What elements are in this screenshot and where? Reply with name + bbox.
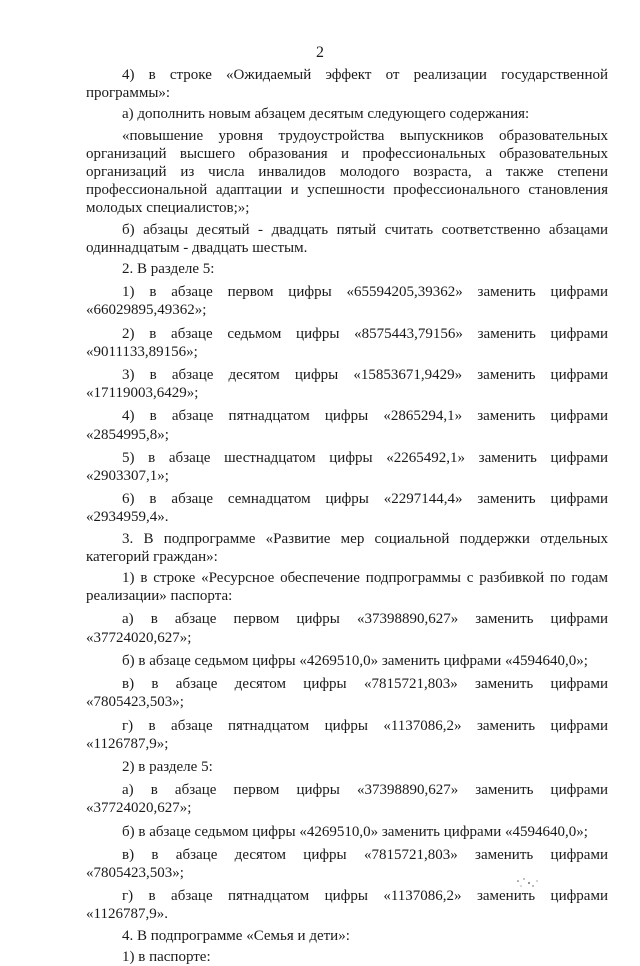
paragraph: 3) в абзаце десятом цифры «15853671,9429» заменить цифрами «17119003,6429»; [86, 367, 608, 402]
paragraph: а) в абзаце первом цифры «37398890,627» заменить цифрами «37724020,627»; [86, 782, 608, 817]
page-number: 2 [316, 44, 324, 61]
paragraph: 4. В подпрограмме «Семья и дети»: [122, 927, 350, 944]
paragraph: 4) в строке «Ожидаемый эффект от реализации государственной программы»: [86, 67, 608, 102]
paragraph: г) в абзаце пятнадцатом цифры «1137086,2» заменить цифрами «1126787,9». [86, 888, 608, 923]
paragraph: 2) в разделе 5: [122, 758, 213, 775]
document-body [86, 66, 608, 966]
paragraph: 6) в абзаце семнадцатом цифры «2297144,4» заменить цифрами «2934959,4». [86, 491, 608, 526]
paragraph: 2. В разделе 5: [122, 261, 215, 278]
paragraph: б) абзацы десятый - двадцать пятый считать соответственно абзацами одиннадцатым - двадцать шестым. [86, 221, 608, 256]
paragraph: 5) в абзаце шестнадцатом цифры «2265492,1» заменить цифрами «2903307,1»; [86, 449, 608, 485]
paragraph: 3. В подпрограмме «Развитие мер социальной поддержки отдельных категорий граждан»: [86, 530, 608, 565]
scan-speckle-mark [512, 876, 542, 890]
paragraph: 1) в абзаце первом цифры «65594205,39362» заменить цифрами «66029895,49362»; [86, 284, 608, 319]
paragraph: б) в абзаце седьмом цифры «4269510,0» заменить цифрами «4594640,0»; [122, 823, 588, 840]
paragraph: 1) в паспорте: [122, 948, 211, 965]
paragraph: г) в абзаце пятнадцатом цифры «1137086,2» заменить цифрами «1126787,9»; [86, 717, 608, 752]
paragraph: в) в абзаце десятом цифры «7815721,803» заменить цифрами «7805423,503»; [86, 846, 608, 881]
paragraph: 2) в абзаце седьмом цифры «8575443,79156» заменить цифрами «9011133,89156»; [86, 325, 608, 360]
paragraph: в) в абзаце десятом цифры «7815721,803» заменить цифрами «7805423,503»; [86, 676, 608, 711]
paragraph: 1) в строке «Ресурсное обеспечение подпрограммы с разбивкой по годам реализации» паспорта: [86, 570, 608, 605]
paragraph: б) в абзаце седьмом цифры «4269510,0» заменить цифрами «4594640,0»; [122, 652, 588, 669]
paragraph: а) дополнить новым абзацем десятым следующего содержания: [122, 106, 530, 123]
paragraph: «повышение уровня трудоустройства выпускников образовательных организаций высшего образования и профессиональных образовательных организаций из числа инвалидов молодого возраста, а также степени профессиональной адаптации и успешности профессионального становления молодых специалистов;»; [86, 127, 608, 217]
paragraph: а) в абзаце первом цифры «37398890,627» заменить цифрами «37724020,627»; [86, 611, 608, 646]
paragraph: 4) в абзаце пятнадцатом цифры «2865294,1» заменить цифрами «2854995,8»; [86, 408, 608, 443]
